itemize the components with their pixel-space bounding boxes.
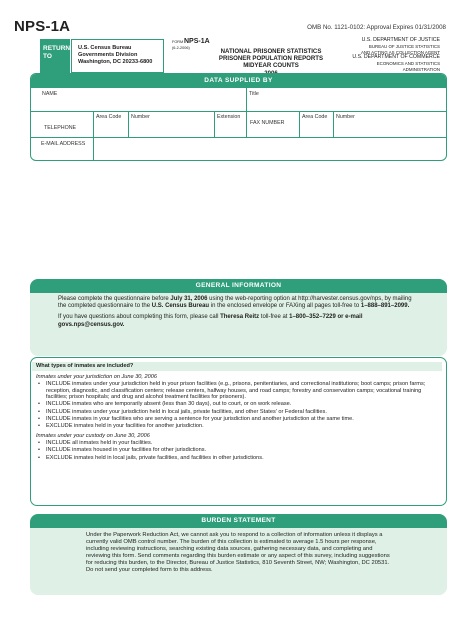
list-item: • EXCLUDE inmates held in local jails, private facilities, and facilities in other jurisdictions. [46, 455, 426, 462]
agency-line: BUREAU OF JUSTICE STATISTICS [368, 43, 440, 49]
area-code-label: Area Code [96, 114, 122, 120]
list-item: • INCLUDE inmates who are temporarily absent (less than 30 days), out to court, or on work release. [46, 401, 426, 408]
title-input[interactable] [248, 98, 446, 110]
form-date: (6-2-2006) [172, 46, 190, 50]
general-information-section [30, 279, 447, 356]
custody-list [36, 440, 426, 461]
form-name: NPS-1A [184, 38, 210, 45]
fax-number: 1–888–891–2099. [360, 303, 410, 310]
data-supplied-section [30, 73, 447, 161]
divider [246, 88, 247, 111]
contact-name: Theresa Reitz [220, 314, 260, 321]
omb-approval: OMB No. 1121-0102: Approval Expires 01/31/2008 [307, 24, 446, 31]
return-address-line: Governments Division [78, 51, 138, 58]
general-information-text [58, 296, 418, 329]
list-item: • INCLUDE inmates in your facilities who are serving a sentence for your jurisdiction and another jurisdiction at the same time. [46, 416, 426, 423]
divider [246, 111, 247, 137]
email-label: E-MAIL ADDRESS [41, 141, 86, 147]
list-item: • INCLUDE inmates housed in your facilities for other jurisdictions. [46, 447, 426, 454]
burden-statement-heading: BURDEN STATEMENT [30, 514, 447, 528]
return-address-line: U.S. Census Bureau [78, 45, 132, 51]
list-item: • INCLUDE inmates under your jurisdiction held in your prison facilities (e.g., prisons, penitentiaries, and correctional institutions; boot camps; prison farms; reception, diagnostic, and classification centers; release centers, halfway houses, and road camps; forestry and conservation camps; vocational training facilities; prison hospitals; and drug and alcohol treatment facilities for prisoners). [46, 381, 426, 401]
list-item: • INCLUDE inmates under your jurisdiction held in local jails, private facilities, and other States' or Federal facilities. [46, 409, 426, 416]
fax-area-code-input[interactable] [300, 120, 332, 136]
general-information-heading: GENERAL INFORMATION [30, 279, 447, 293]
extension-input[interactable] [215, 120, 245, 136]
fax-number-input[interactable] [334, 120, 446, 136]
telephone-label: TELEPHONE [44, 125, 77, 131]
form-title-line: NATIONAL PRISONER STATISTICS [220, 48, 322, 55]
data-supplied-heading: DATA SUPPLIED BY [31, 74, 446, 88]
form-number: NPS-1A [14, 18, 71, 35]
name-input[interactable] [32, 98, 245, 110]
fax-label: FAX NUMBER [250, 120, 285, 126]
inmates-question: What types of inmates are included? [36, 363, 134, 369]
census-bureau: U.S. Census Bureau [151, 303, 210, 310]
form-label: FORM [172, 40, 184, 44]
agency-line: U.S. DEPARTMENT OF JUSTICE [361, 37, 440, 43]
number-label: Number [131, 114, 150, 120]
agency-line: U.S. DEPARTMENT OF COMMERCE [352, 54, 440, 61]
extension-label: Extension [217, 114, 241, 120]
email-input[interactable] [94, 138, 446, 160]
phone-number-input[interactable] [129, 120, 213, 136]
contact-phone-email: 1–800–352–7229 or e-mail govs.nps@census.gov. [58, 314, 363, 328]
form-title-line: PRISONER POPULATION REPORTS [218, 55, 324, 63]
form-title-line: MIDYEAR COUNTS [243, 62, 299, 70]
return-address [71, 39, 164, 73]
list-item: • INCLUDE all inmates held in your facilities. [46, 440, 426, 447]
name-field-label: NAME [42, 91, 58, 97]
jurisdiction-heading: Inmates under your jurisdiction on June 30, 2006 [36, 373, 157, 380]
list-item: • EXCLUDE inmates held in your facilities for another jurisdiction. [46, 423, 426, 430]
jurisdiction-list [36, 381, 426, 430]
return-to-label: RETURN TO [40, 39, 70, 73]
inmates-text [36, 362, 426, 462]
agency-line: ECONOMICS AND STATISTICS ADMINISTRATION [376, 61, 440, 72]
burden-statement-section [30, 514, 447, 595]
title-field-label: Title [249, 91, 259, 97]
fax-area-code-label: Area Code [302, 114, 328, 120]
contact-paragraph: If you have questions about completing this form, please call Theresa Reitz toll-free at 1–800–352–7229 or e-mail govs.nps@census.gov. [58, 314, 363, 328]
return-address-line: Washington, DC 20233-6800 [78, 58, 153, 65]
due-date: July 31, 2006 [170, 296, 208, 302]
fax-number-label: Number [336, 114, 355, 120]
area-code-input[interactable] [94, 120, 127, 136]
instructions-paragraph: Please complete the questionnaire before July 31, 2006 using the web-reporting option at http://harvester.census.gov/nps, by mailing the completed questionnaire to the U.S. Census Bureau in the enclosed envelope or FAXing all pages toll-free to 1–888–891–2099. [58, 296, 412, 310]
burden-statement-text: Under the Paperwork Reduction Act, we cannot ask you to respond to a collection of information unless it displays a currently valid OMB control number. The burden of this collection is estimated to average 1.5 hours per response, including reviewing instructions, searching existing data sources, gathering necessary data, and completing and reviewing this form. Send comments regarding this burden estimate or any aspect of this survey, including suggestions for reducing this burden, to the Director, Bureau of Justice Statistics, 810 Seventh Street, NW; Washington, DC 20531. Do not send your completed form to this address. [86, 532, 390, 573]
custody-heading: Inmates under your custody on June 30, 2006 [36, 432, 150, 439]
agency-line: AND ACTING AS COLLECTION AGENT [360, 49, 440, 55]
